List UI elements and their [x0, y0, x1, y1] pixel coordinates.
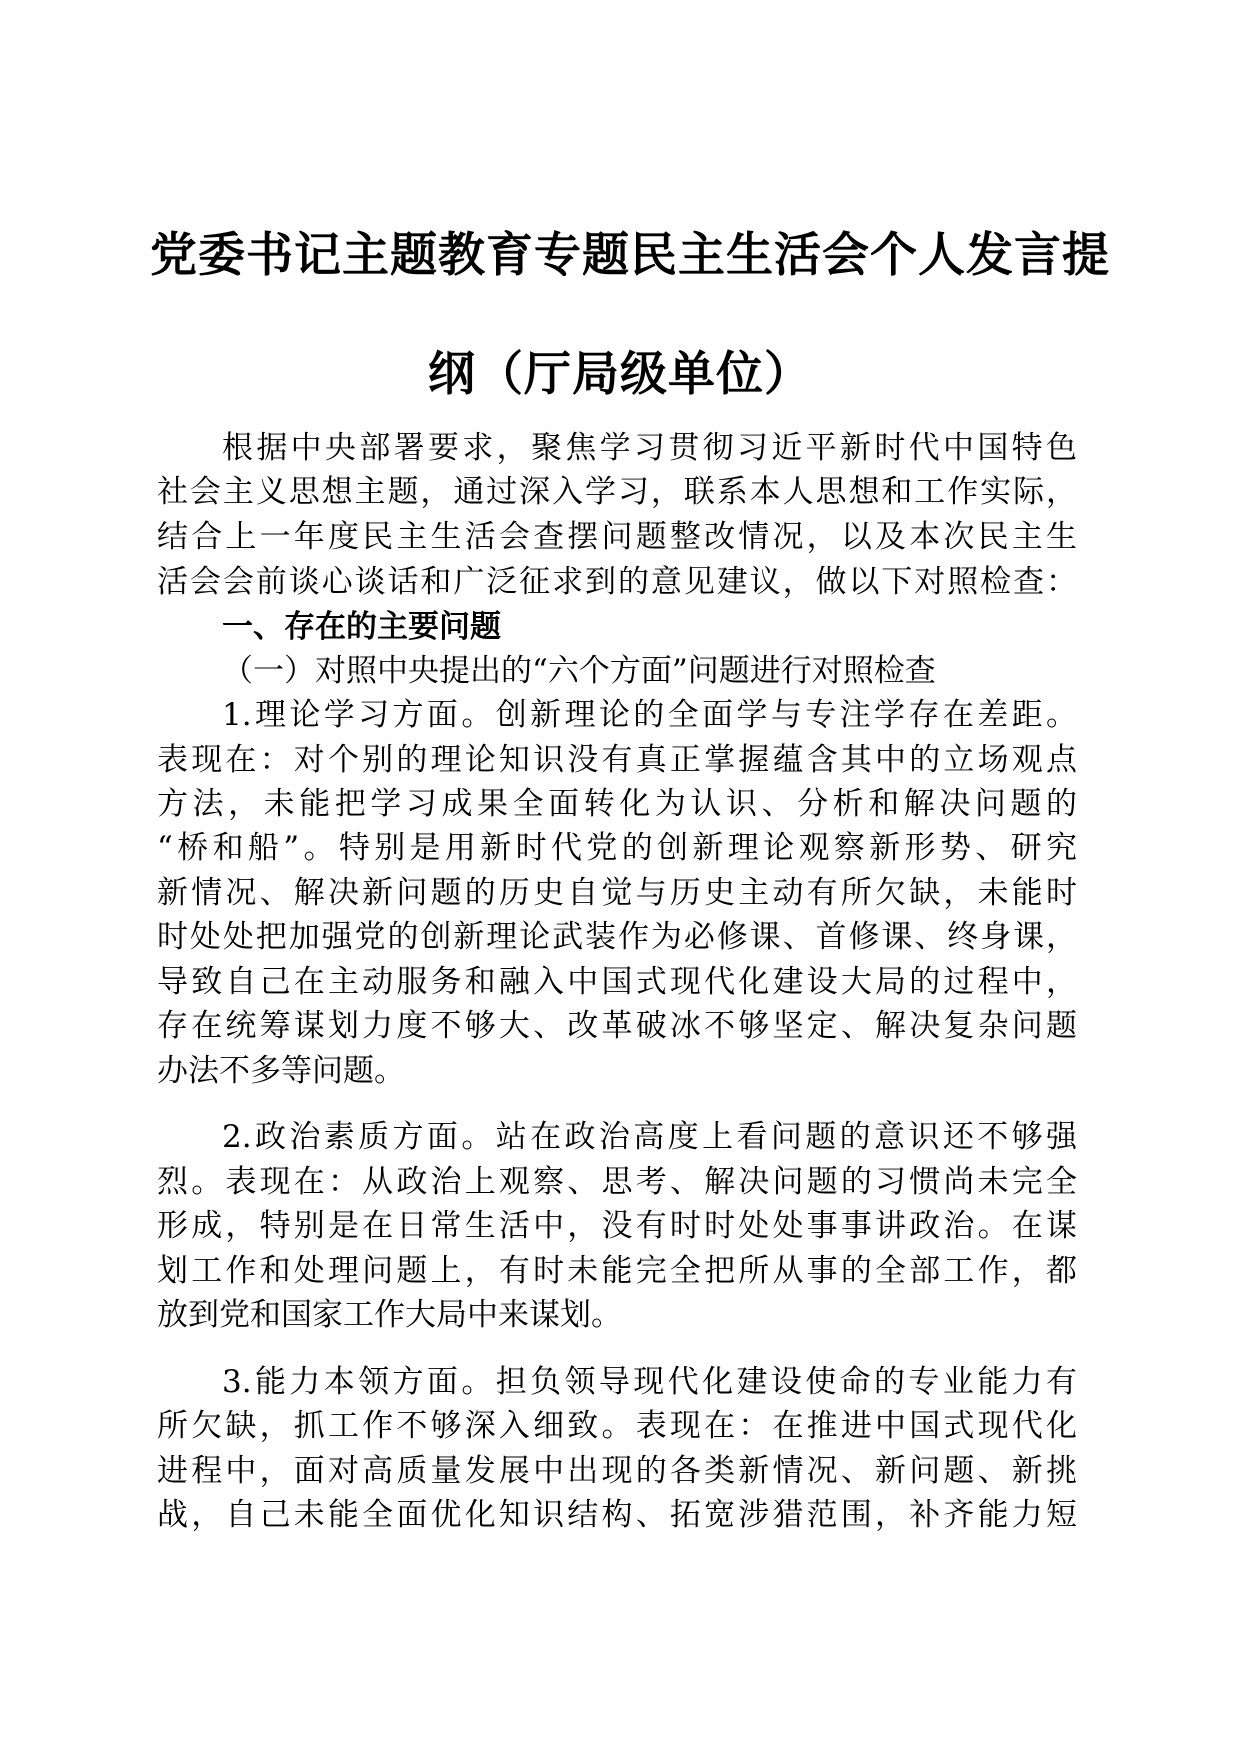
- paragraph-line: 根据中央部署要求，聚焦学习贯彻习近平新时代中国特色: [222, 430, 1077, 466]
- paragraph-line: 时处处把加强党的创新理论武装作为必修课、首修课、终身课，: [157, 919, 1077, 955]
- paragraph-line: “桥和船”。特别是用新时代党的创新理论观察新形势、研究: [157, 830, 1077, 866]
- paragraph-line: 方法，未能把学习成果全面转化为认识、分析和解决问题的: [157, 786, 1077, 822]
- section-heading: 一、存在的主要问题: [222, 609, 501, 645]
- document-title-line-2: 纲（厅局级单位）: [428, 347, 812, 402]
- paragraph-line: 所欠缺，抓工作不够深入细致。表现在：在推进中国式现代化: [157, 1408, 1077, 1444]
- paragraph-line: 1.理论学习方面。创新理论的全面学与专注学存在差距。: [222, 697, 1077, 733]
- paragraph-line: 活会会前谈心谈话和广泛征求到的意见建议，做以下对照检查：: [157, 564, 1077, 600]
- paragraph-line: 放到党和国家工作大局中来谋划。: [157, 1297, 622, 1333]
- paragraph-line: 导致自己在主动服务和融入中国式现代化建设大局的过程中，: [157, 964, 1077, 1000]
- paragraph-line: 3.能力本领方面。担负领导现代化建设使命的专业能力有: [222, 1364, 1077, 1400]
- paragraph-line: 社会主义思想主题，通过深入学习，联系本人思想和工作实际，: [157, 474, 1077, 510]
- paragraph-line: 办法不多等问题。: [157, 1053, 405, 1089]
- paragraph-line: 表现在：对个别的理论知识没有真正掌握蕴含其中的立场观点: [157, 742, 1077, 778]
- paragraph-line: 进程中，面对高质量发展中出现的各类新情况、新问题、新挑: [157, 1453, 1077, 1489]
- paragraph-line: 存在统筹谋划力度不够大、改革破冰不够坚定、解决复杂问题: [157, 1008, 1077, 1044]
- document-title-line-1: 党委书记主题教育专题民主生活会个人发言提: [150, 228, 1110, 283]
- paragraph-line: 划工作和处理问题上，有时未能完全把所从事的全部工作，都: [157, 1253, 1077, 1289]
- paragraph-line: 2.政治素质方面。站在政治高度上看问题的意识还不够强: [222, 1119, 1077, 1155]
- paragraph-line: 形成，特别是在日常生活中，没有时时处处事事讲政治。在谋: [157, 1208, 1077, 1244]
- paragraph-line: 结合上一年度民主生活会查摆问题整改情况，以及本次民主生: [157, 519, 1077, 555]
- paragraph-line: 新情况、解决新问题的历史自觉与历史主动有所欠缺，未能时: [157, 875, 1077, 911]
- paragraph-line: 烈。表现在：从政治上观察、思考、解决问题的习惯尚未完全: [157, 1164, 1077, 1200]
- paragraph-line: 战，自己未能全面优化知识结构、拓宽涉猎范围，补齐能力短: [157, 1497, 1077, 1533]
- subsection-heading: （一）对照中央提出的“六个方面”问题进行对照检查: [222, 653, 936, 689]
